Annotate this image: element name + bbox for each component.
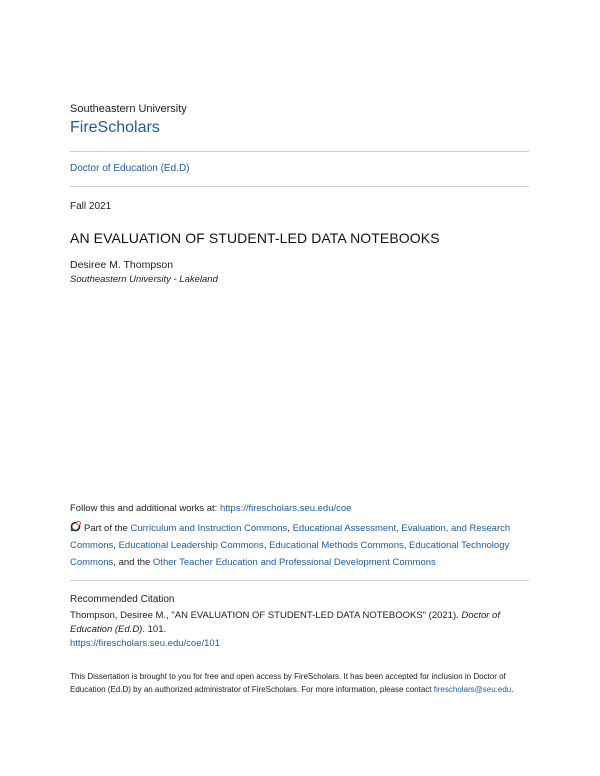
author-name: Desiree M. Thompson	[70, 259, 174, 271]
contact-email-link[interactable]: firescholars@seu.edu	[433, 685, 512, 694]
series-link[interactable]: Doctor of Education (Ed.D)	[70, 163, 190, 174]
citation-number: . 101.	[142, 624, 167, 635]
commons-link[interactable]: Curriculum and Instruction Commons	[130, 523, 288, 534]
commons-link[interactable]: Educational Leadership Commons	[118, 540, 264, 551]
institution-name: Southeastern University	[70, 103, 187, 115]
separator: ,	[263, 540, 270, 551]
part-of-commons	[70, 520, 530, 571]
follow-prefix: Follow this and additional works at:	[70, 503, 220, 514]
commons-link[interactable]: Educational Technology Commons	[70, 540, 510, 568]
document-title: AN EVALUATION OF STUDENT-LED DATA NOTEBOOKS	[70, 230, 440, 246]
divider	[70, 186, 529, 187]
citation-heading: Recommended Citation	[70, 594, 175, 605]
part-of-prefix: Part of the	[84, 523, 131, 534]
separator: , and the	[113, 557, 153, 568]
commons-link[interactable]: Educational Methods Commons	[269, 540, 404, 551]
divider	[70, 151, 529, 152]
commons-link[interactable]: Educational Assessment, Evaluation, and Research Commons	[70, 523, 511, 551]
follow-link[interactable]: https://firescholars.seu.edu/coe	[219, 503, 352, 514]
author-affiliation: Southeastern University - Lakeland	[70, 274, 218, 285]
separator: ,	[113, 540, 119, 551]
commons-link[interactable]: Other Teacher Education and Professional Development Commons	[152, 557, 436, 568]
citation-text	[70, 609, 530, 651]
access-text: This Dissertation is brought to you for free and open access by FireScholars. It has been accepted for inclusion in Doctor of Education (Ed.D) by an authorized administrator of FireScholars. For more information, please contact	[70, 672, 506, 694]
citation-link[interactable]: https://firescholars.seu.edu/coe/101	[70, 638, 220, 649]
commons-network-icon	[70, 521, 81, 532]
separator: ,	[287, 523, 293, 534]
citation-body: Thompson, Desiree M., "AN EVALUATION OF STUDENT-LED DATA NOTEBOOKS" (2021).	[70, 610, 462, 621]
publication-term: Fall 2021	[70, 201, 112, 212]
citation-journal: Doctor of Education (Ed.D)	[70, 610, 500, 635]
separator: ,	[403, 540, 410, 551]
follow-line	[70, 503, 351, 514]
access-end: .	[511, 685, 514, 694]
repository-name[interactable]: FireScholars	[70, 119, 160, 136]
divider	[70, 580, 529, 581]
access-statement	[70, 670, 530, 696]
